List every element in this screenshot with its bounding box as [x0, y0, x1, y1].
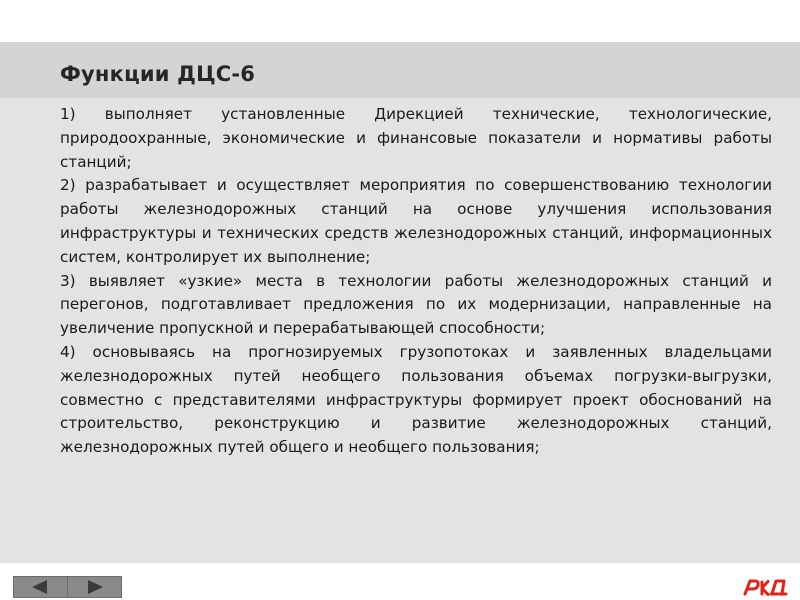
next-slide-button[interactable]: [67, 576, 122, 598]
triangle-left-icon: [14, 577, 67, 597]
functions-list: [60, 103, 772, 460]
function-item-2: 2) разрабатывает и осуществляет мероприятия по совершенствованию технологии работы железнодорожных станций на основе улучшения использования инфраструктуры и технических средств железнодорожных станций, информационных систем, контролирует их выполнение;: [60, 176, 772, 266]
rzd-logo-icon: [742, 578, 788, 596]
function-item-1: 1) выполняет установленные Дирекцией технические, технологические, природоохранные, экономические и финансовые показатели и нормативы работы станций;: [60, 105, 772, 171]
triangle-right-icon: [68, 577, 121, 597]
top-band: [0, 0, 800, 42]
function-item-3: 3) выявляет «узкие» места в технологии работы железнодорожных станций и перегонов, подготавливает предложения по их модернизации, направленные на увеличение пропускной и перерабатывающей способности;: [60, 271, 772, 338]
slide-title: Функции ДЦС-6: [60, 62, 256, 86]
previous-slide-button[interactable]: [13, 576, 68, 598]
content-area: [0, 98, 800, 563]
function-item-4: 4) основываясь на прогнозируемых грузопотоках и заявленных владельцами железнодорожных путей необщего пользования объемах погрузки-выгрузки, совместно с представителями инфраструктуры формирует проект обоснований на строительство, реконструкцию и развитие железнодорожных станций, железнодорожных путей общего и необщего пользования;: [60, 342, 772, 457]
